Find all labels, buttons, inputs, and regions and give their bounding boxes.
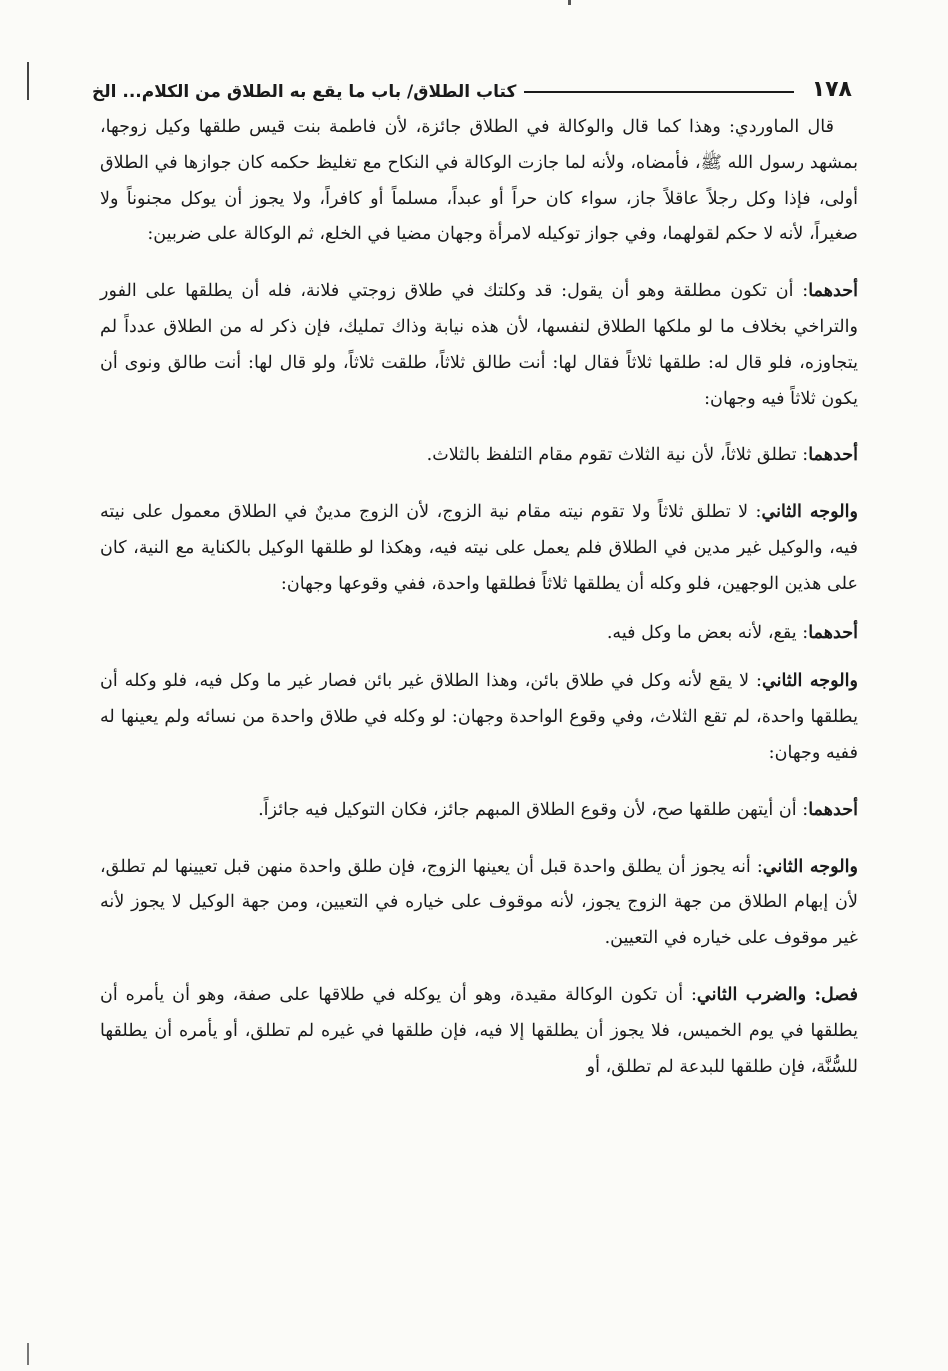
paragraph-text: : أن تكون مطلقة وهو أن يقول: قد وكلتك في طلاق زوجتي فلانة، فله أن يطلقها على الفور والتراخي بخلاف ما لو ملكها الطلاق لنفسها، لأن هذه نيابة وذاك تمليك، فإن ذكر له من الطلاق عدداً لم يتجاوزه، فلو قال له: طلقها ثلاثاً فقال لها: أنت طالق ثلاثاً، طلقت ثلاثاً، ولو قال لها: أنت طالق ونوى أن يكون ثلاثاً فيه وجهان:	[100, 281, 858, 409]
scan-mark	[27, 62, 29, 100]
header-rule	[524, 91, 793, 93]
paragraph-lead: والوجه الثاني	[762, 855, 858, 877]
paragraph	[100, 977, 858, 1085]
paragraph-lead: أحدهما	[808, 798, 858, 820]
paragraph	[100, 615, 858, 652]
page-header	[92, 68, 852, 102]
paragraph-text: : لا تطلق ثلاثاً ولا تقوم نيته مقام نية الزوج، لأن الزوج مدينٌ في الطلاق معمول على نيته فيه، والوكيل غير مدين في الطلاق فلم يعمل على نيته فيه، وهكذا لو طلقها الوكيل بالكناية مع النية، كان على هذين الوجهين، فلو وكله أن يطلقها ثلاثاً فطلقها واحدة، ففي وقوعها وجهان:	[100, 502, 858, 594]
paragraph-lead: فصل: والضرب الثاني	[696, 983, 858, 1005]
paragraph-text: : تطلق ثلاثاً، لأن نية الثلاث تقوم مقام التلفظ بالثلاث.	[426, 445, 809, 466]
paragraph-lead: والوجه الثاني	[761, 670, 858, 692]
scan-mark	[27, 1343, 29, 1365]
paragraph-text: : أن تكون الوكالة مقيدة، وهو أن يوكله في طلاقها على صفة، وهو أن يأمره أن يطلقها في يوم الخميس، فلا يجوز أن يطلقها إلا فيه، فإن طلقها في غيره لم تطلق، أو يأمره أن يطلقها للسُّنَّة، فإن طلقها للبدعة لم تطلق، أو	[100, 984, 858, 1077]
paragraph	[100, 663, 858, 771]
paragraph-lead: أحدهما	[808, 444, 858, 466]
paragraph	[100, 110, 858, 253]
paragraph	[100, 437, 858, 474]
paragraph-text: : يقع، لأنه بعض ما وكل فيه.	[606, 622, 809, 643]
paragraph	[100, 792, 858, 829]
paragraph-lead: أحدهما	[808, 280, 858, 302]
paragraph-text: : لا يقع لأنه وكل في طلاق بائن، وهذا الطلاق غير بائن فصار غير ما وكل فيه، فلو وكله أن يطلقها واحدة، لم تقع الثلاث، وفي وقوع الواحدة وجهان: لو وكله في طلاق واحدة من نسائه ولم يعينها له ففيه وجهان:	[100, 671, 858, 763]
page-number: ١٧٨	[811, 77, 852, 102]
paragraph	[100, 273, 858, 417]
running-title: كتاب الطلاق/ باب ما يقع به الطلاق من الكلام... الخ	[92, 82, 517, 102]
paragraph-lead: والوجه الثاني	[761, 501, 858, 523]
paragraph-text: : أنه يجوز أن يطلق واحدة قبل أن يعينها الزوج، فإن طلق واحدة منهن قبل تعيينها لم تطلق، لأن إبهام الطلاق من جهة الزوج يجوز، لأنه موقوف على خياره في التعيين، ومن جهة الوكيل لا يجوز لأنه غير موقوف على خياره في التعيين.	[100, 856, 858, 949]
scan-mark	[568, 0, 571, 5]
paragraph-text: : أن أيتهن طلقها صح، لأن وقوع الطلاق المبهم جائز، فكان التوكيل فيه جائزاً.	[258, 799, 809, 820]
paragraph-text: قال الماوردي: وهذا كما قال والوكالة في الطلاق جائزة، لأن فاطمة بنت قيس طلقها وكيل زوجها، بمشهد رسول الله ﷺ، فأمضاه، ولأنه لما جازت الوكالة في النكاح مع تغليظ حكمه كان جوازها في الطلاق أولى، فإذا وكل رجلاً عاقلاً جاز، سواء كان حراً أو عبداً، مسلماً أو كافراً، ولا يجوز أن يوكل مجنوناً ولا صغيراً، لأنه لا حكم لقولهما، وفي جواز توكيله لامرأة وجهان مضيا في الخلع، ثم الوكالة على ضربين:	[100, 117, 858, 245]
paragraph	[100, 494, 858, 602]
paragraph	[100, 849, 858, 957]
paragraph-lead: أحدهما	[808, 621, 858, 643]
body-text	[100, 110, 858, 1097]
